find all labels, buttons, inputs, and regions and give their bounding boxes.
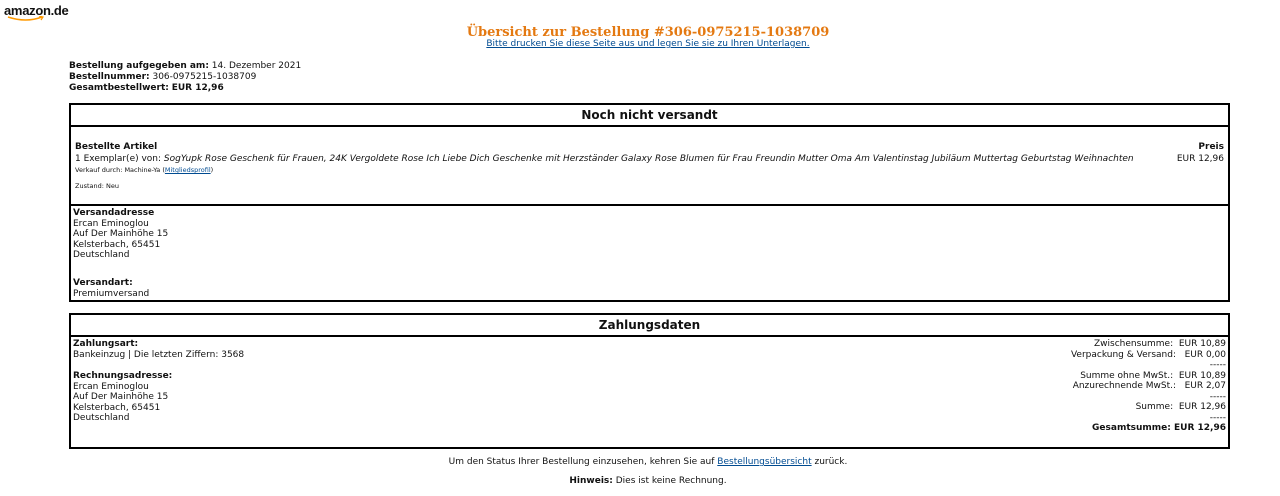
- pay-method-label: Zahlungsart:: [73, 339, 139, 349]
- summary-row: Summe: EUR 12,96: [1135, 402, 1226, 412]
- payment-title: Zahlungsdaten: [598, 318, 701, 332]
- shipment-box: [69, 103, 1230, 302]
- items-header: Bestellte Artikel: [75, 142, 158, 152]
- payment-details: [71, 337, 1228, 447]
- pay-method-value: Bankeinzug | Die letzten Ziffern: 3568: [73, 349, 245, 360]
- placed-label: Bestellung aufgegeben am:: [69, 61, 209, 71]
- total-value: EUR 12,96: [171, 83, 224, 93]
- price-header: Preis: [1198, 142, 1224, 152]
- summary-row: -----: [1209, 360, 1226, 370]
- address-line: Ercan Eminoglou: [73, 218, 149, 229]
- page-title: Übersicht zur Bestellung #306-0975215-1038709: [466, 25, 830, 40]
- item-line: [75, 154, 1134, 164]
- print-note-link[interactable]: Bitte drucken Sie diese Seite aus und legen Sie sie zu Ihren Unterlagen.: [486, 39, 810, 49]
- qty-prefix: 1 Exemplar(e) von:: [75, 154, 162, 164]
- address-line: Kelsterbach, 65451: [73, 239, 161, 250]
- note-text: Dies ist keine Rechnung.: [612, 476, 727, 486]
- logo-text: amazon.de: [4, 3, 69, 18]
- number-value: 306-0975215-1038709: [152, 72, 257, 82]
- billing-line: Kelsterbach, 65451: [73, 402, 161, 413]
- status-footer: [0, 457, 1280, 467]
- item-condition: Zustand: Neu: [75, 182, 119, 190]
- invoice-note: [0, 476, 1280, 486]
- summary-row: Verpackung & Versand: EUR 0,00: [1070, 349, 1226, 360]
- ordered-items: [71, 127, 1228, 204]
- item-title: SogYupk Rose Geschenk für Frauen, 24K Vergoldete Rose Ich Liebe Dich Geschenke mit Herzständer Galaxy Rose Blumen für Frau Freundin Mutter Oma Am Valentinstag Jubiläum Muttertag Geburtstag Weihnachten: [163, 154, 1134, 164]
- summary-row: Anzurechnende MwSt.: EUR 2,07: [1072, 381, 1226, 391]
- total-label: Gesamtbestellwert:: [69, 83, 169, 93]
- summary-row: -----: [1209, 412, 1226, 423]
- billing-line: Deutschland: [73, 413, 130, 423]
- item-price: EUR 12,96: [1176, 154, 1224, 164]
- note-label: Hinweis:: [569, 476, 613, 486]
- status-prefix: Um den Status Ihrer Bestellung einzusehen, kehren Sie auf: [448, 457, 718, 467]
- shipment-status: Noch nicht versandt: [581, 108, 718, 122]
- seller-label: Verkauf durch: Machine-Ya (: [75, 166, 165, 174]
- method-label: Versandart:: [73, 278, 133, 288]
- seller-profile-link[interactable]: Mitgliedsprofil: [164, 166, 211, 174]
- billing-line: Auf Der Mainhöhe 15: [73, 392, 169, 402]
- address-line: Deutschland: [73, 250, 130, 260]
- seller-info: [75, 166, 213, 174]
- payment-summary: [1071, 339, 1226, 434]
- order-meta: [69, 61, 301, 94]
- address-line: Auf Der Mainhöhe 15: [73, 229, 169, 239]
- number-label: Bestellnummer:: [69, 72, 150, 82]
- grand-total: Gesamtsumme: EUR 12,96: [1092, 423, 1226, 433]
- summary-row: Summe ohne MwSt.: EUR 10,89: [1080, 370, 1226, 381]
- amazon-logo: [4, 3, 68, 18]
- status-suffix: zurück.: [811, 457, 848, 467]
- method-value: Premiumversand: [73, 288, 150, 299]
- seller-close: ): [210, 166, 214, 174]
- shipping-info: [71, 206, 1228, 300]
- placed-value: 14. Dezember 2021: [211, 61, 302, 71]
- billing-label: Rechnungsadresse:: [73, 371, 173, 381]
- summary-row: -----: [1209, 391, 1226, 402]
- billing-line: Ercan Eminoglou: [73, 381, 149, 392]
- order-overview-link[interactable]: Bestellungsübersicht: [717, 457, 812, 467]
- smile-arrow-icon: [6, 16, 46, 22]
- payment-box: [69, 313, 1230, 449]
- address-label: Versandadresse: [73, 208, 155, 218]
- summary-row: Zwischensumme: EUR 10,89: [1094, 339, 1226, 349]
